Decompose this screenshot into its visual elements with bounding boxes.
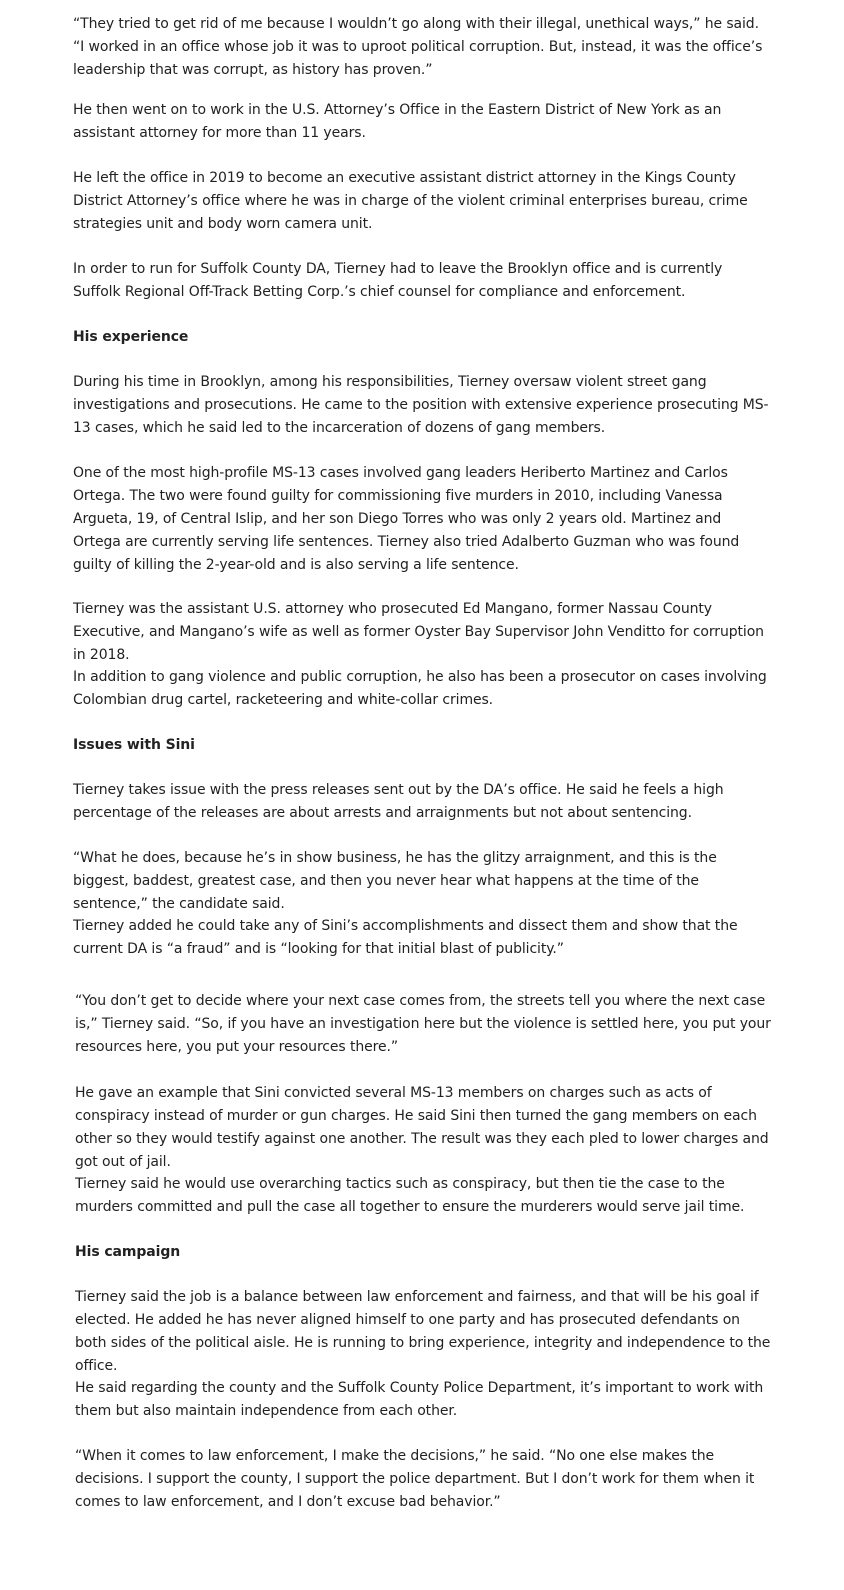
section-heading-issues: Issues with Sini <box>73 737 195 753</box>
paragraph-9: Tierney takes issue with the press releases sent out by the DA’s office. He said he feels a high percentage of the releases are about arrests and arraignments but not about sentencing. <box>73 782 724 821</box>
paragraph-12: “You don’t get to decide where your next case comes from, the streets tell you where the next case is,” Tierney said. “So, if you have an investigation here but the violence is settled here, you put your resources here, you put your resources there.” <box>75 993 771 1055</box>
paragraph-6: One of the most high-profile MS-13 cases involved gang leaders Heriberto Martinez and Carlos Ortega. The two were found guilty for commissioning five murders in 2010, including Vanessa Argueta, 19, of Central Islip, and her son Diego Torres who was only 2 years old. Martinez and Ortega are currently serving life sentences. Tierney also tried Adalberto Guzman who was found guilty of killing the 2-year-old and is also serving a life sentence. <box>73 465 740 573</box>
paragraph-1: “They tried to get rid of me because I wouldn’t go along with their illegal, unethical ways,” he said. “I worked in an office whose job it was to uproot political corruption. But, instead, it was the office’s leadership that was corrupt, as history has proven.” <box>73 16 763 78</box>
paragraph-5: During his time in Brooklyn, among his responsibilities, Tierney oversaw violent street gang investigations and prosecutions. He came to the position with extensive experience prosecuting MS-13 cases, which he said led to the incarceration of dozens of gang members. <box>73 374 769 436</box>
section-heading-campaign: His campaign <box>75 1244 181 1260</box>
paragraph-2: He then went on to work in the U.S. Attorney’s Office in the Eastern District of New York as an assistant attorney for more than 11 years. <box>73 102 722 141</box>
section-heading-experience: His experience <box>73 329 189 345</box>
paragraph-11: Tierney added he could take any of Sini’s accomplishments and dissect them and show that the current DA is “a fraud” and is “looking for that initial blast of publicity.” <box>73 918 738 957</box>
paragraph-10: “What he does, because he’s in show business, he has the glitzy arraignment, and this is the biggest, baddest, greatest case, and then you never hear what happens at the time of the sentence,” the candidate said. <box>73 850 717 912</box>
paragraph-14: Tierney said he would use overarching tactics such as conspiracy, but then tie the case to the murders committed and pull the case all together to ensure the murderers would serve jail time. <box>75 1176 745 1215</box>
paragraph-7: Tierney was the assistant U.S. attorney who prosecuted Ed Mangano, former Nassau County Executive, and Mangano’s wife as well as former Oyster Bay Supervisor John Venditto for corruption in 2018. <box>73 601 764 663</box>
paragraph-3: He left the office in 2019 to become an executive assistant district attorney in the Kings County District Attorney’s office where he was in charge of the violent criminal enterprises bureau, crime strategies unit and body worn camera unit. <box>73 170 748 232</box>
paragraph-4: In order to run for Suffolk County DA, Tierney had to leave the Brooklyn office and is currently Suffolk Regional Off-Track Betting Corp.’s chief counsel for compliance and enforcement. <box>73 261 723 300</box>
paragraph-15: Tierney said the job is a balance between law enforcement and fairness, and that will be his goal if elected. He added he has never aligned himself to one party and has prosecuted defendants on both sides of the political aisle. He is running to bring experience, integrity and independence to the office. <box>75 1289 771 1374</box>
paragraph-16: He said regarding the county and the Suffolk County Police Department, it’s important to work with them but also maintain independence from each other. <box>75 1380 764 1419</box>
paragraph-17: “When it comes to law enforcement, I make the decisions,” he said. “No one else makes the decisions. I support the county, I support the police department. But I don’t work for them when it comes to law enforcement, and I don’t excuse bad behavior.” <box>75 1448 755 1510</box>
paragraph-8: In addition to gang violence and public corruption, he also has been a prosecutor on cases involving Colombian drug cartel, racketeering and white-collar crimes. <box>73 669 767 708</box>
paragraph-13: He gave an example that Sini convicted several MS-13 members on charges such as acts of conspiracy instead of murder or gun charges. He said Sini then turned the gang members on each other so they would testify against one another. The result was they each pled to lower charges and got out of jail. <box>75 1085 769 1170</box>
